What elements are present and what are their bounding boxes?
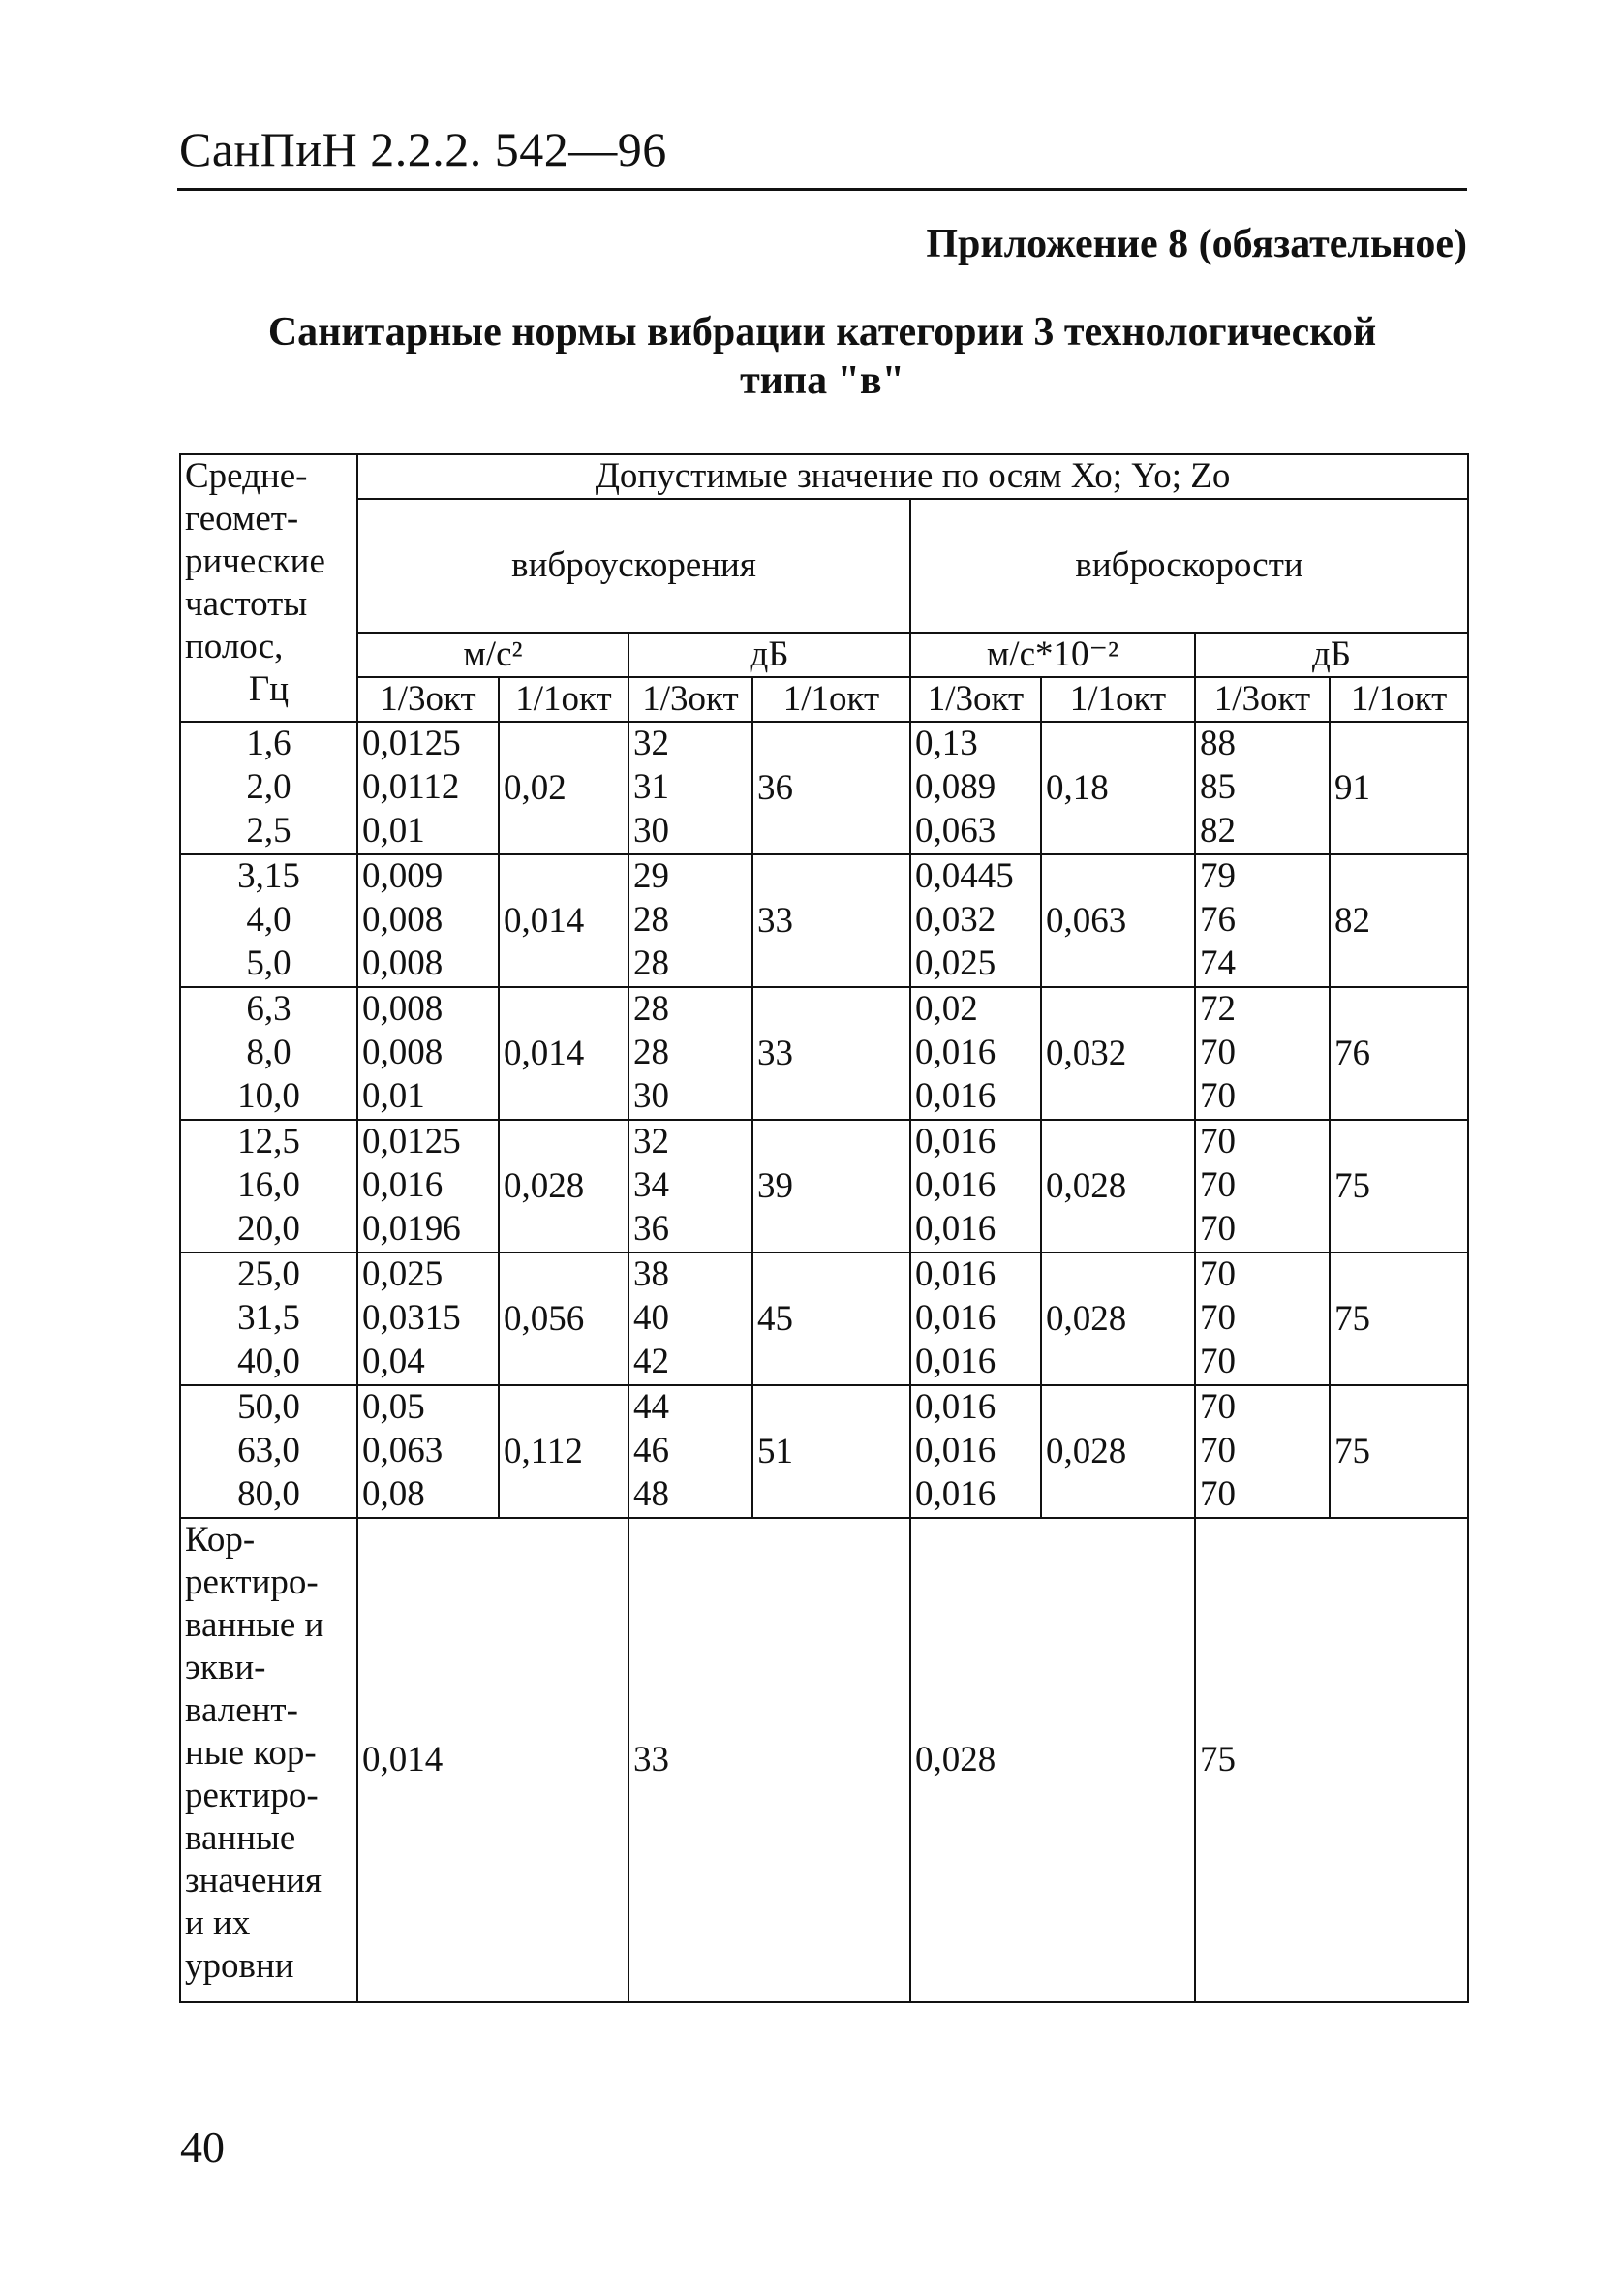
vel-db-oct-cell: 82 — [1330, 854, 1468, 987]
band-oct-header: 1/1окт — [752, 677, 910, 722]
value-line: 74 — [1200, 943, 1236, 983]
value-line: 3,15 — [237, 856, 300, 896]
acc-ms2-oct-cell: 0,014 — [499, 854, 628, 987]
table-row — [180, 1385, 1468, 1518]
value-line: 36 — [633, 1209, 669, 1249]
corrected-label-line: Кор- — [185, 1520, 256, 1560]
appendix-label: Приложение 8 (обязательное) — [926, 222, 1467, 266]
value-line: 0,016 — [915, 1033, 996, 1072]
vel-db-third-cell — [1195, 722, 1330, 854]
value-line: 31 — [633, 767, 669, 807]
unit-vel-db: дБ — [1195, 633, 1468, 677]
value-line: 28 — [633, 943, 669, 983]
acc-db-third-cell — [628, 722, 752, 854]
acc-ms2-oct-cell: 0,02 — [499, 722, 628, 854]
value-line: 0,089 — [915, 767, 996, 807]
vel-db-oct-cell: 75 — [1330, 1120, 1468, 1253]
stub-unit: Гц — [248, 669, 290, 709]
acc-ms2-oct-cell: 0,056 — [499, 1253, 628, 1385]
value-line: 0,02 — [915, 989, 978, 1029]
acc-ms2-third-cell — [357, 1120, 499, 1253]
value-line: 0,016 — [915, 1254, 996, 1294]
value-line: 88 — [1200, 724, 1236, 763]
vel-ms-third-cell — [910, 722, 1041, 854]
freq-cell — [180, 1253, 357, 1385]
band-third-header: 1/3окт — [910, 677, 1041, 722]
corrected-label-line: ванные и — [185, 1605, 324, 1645]
acc-ms2-third-cell — [357, 854, 499, 987]
value-line: 2,0 — [246, 767, 291, 807]
value-line: 70 — [1200, 1165, 1236, 1205]
value-line: 0,05 — [362, 1387, 425, 1427]
value-line: 0,016 — [362, 1165, 444, 1205]
title-line-2: типа "в" — [740, 358, 904, 403]
value-line: 70 — [1200, 1431, 1236, 1470]
vel-ms-oct-cell: 0,18 — [1041, 722, 1195, 854]
title-line-1: Санитарные нормы вибрации категории 3 технологической — [267, 310, 1377, 355]
acc-db-third-cell — [628, 987, 752, 1120]
acc-ms2-oct-cell: 0,112 — [499, 1385, 628, 1518]
vibration-norms-table — [179, 453, 1469, 2003]
value-line: 80,0 — [237, 1474, 300, 1514]
value-line: 70 — [1200, 1209, 1236, 1249]
vel-ms-third-cell — [910, 1253, 1041, 1385]
value-line: 40,0 — [237, 1342, 300, 1381]
value-line: 0,0315 — [362, 1298, 461, 1338]
value-line: 32 — [633, 1122, 669, 1161]
page-number: 40 — [180, 2122, 225, 2172]
value-line: 70 — [1200, 1254, 1236, 1294]
value-line: 28 — [633, 989, 669, 1029]
vel-ms-oct-cell: 0,028 — [1041, 1385, 1195, 1518]
acc-ms2-oct-cell: 0,014 — [499, 987, 628, 1120]
value-line: 30 — [633, 1076, 669, 1116]
value-line: 48 — [633, 1474, 669, 1514]
vel-db-third-cell — [1195, 1120, 1330, 1253]
value-line: 0,008 — [362, 943, 444, 983]
value-line: 46 — [633, 1431, 669, 1470]
acc-ms2-third-cell — [357, 722, 499, 854]
corrected-label-line: ректиро- — [185, 1776, 319, 1815]
value-line: 25,0 — [237, 1254, 300, 1294]
acc-db-third-cell — [628, 1253, 752, 1385]
value-line: 31,5 — [237, 1298, 300, 1338]
acc-db-third-cell — [628, 1120, 752, 1253]
value-line: 28 — [633, 900, 669, 940]
header-rule — [177, 188, 1467, 191]
stub-line: частоты — [185, 584, 308, 624]
unit-acc-ms2: м/с² — [357, 633, 628, 677]
value-line: 70 — [1200, 1033, 1236, 1072]
freq-cell — [180, 722, 357, 854]
value-line: 0,01 — [362, 1076, 425, 1116]
value-line: 0,016 — [915, 1342, 996, 1381]
acc-db-oct-cell: 36 — [752, 722, 910, 854]
stub-line: геомет- — [185, 499, 299, 539]
corrected-label-line: значения — [185, 1861, 322, 1901]
band-oct-header: 1/1окт — [1330, 677, 1468, 722]
axes-header: Допустимые значение по осям Хо; Yo; Zo — [357, 454, 1468, 499]
corrected-label-line: уровни — [185, 1946, 294, 1986]
value-line: 38 — [633, 1254, 669, 1294]
value-line: 82 — [1200, 811, 1236, 851]
value-line: 0,025 — [362, 1254, 444, 1294]
value-line: 63,0 — [237, 1431, 300, 1470]
band-oct-header: 1/1окт — [499, 677, 628, 722]
vel-ms-oct-cell: 0,028 — [1041, 1253, 1195, 1385]
value-line: 0,009 — [362, 856, 444, 896]
vel-db-oct-cell: 91 — [1330, 722, 1468, 854]
corrected-acc-db: 33 — [628, 1518, 910, 2002]
value-line: 0,0125 — [362, 724, 461, 763]
corrected-acc-ms2: 0,014 — [357, 1518, 628, 2002]
vel-ms-third-cell — [910, 987, 1041, 1120]
vel-db-oct-cell: 75 — [1330, 1385, 1468, 1518]
corrected-label-line: и их — [185, 1903, 251, 1943]
value-line: 0,016 — [915, 1076, 996, 1116]
corrected-values-label — [180, 1518, 357, 2002]
stub-line: рические — [185, 541, 325, 581]
value-line: 0,04 — [362, 1342, 425, 1381]
value-line: 0,0445 — [915, 856, 1014, 896]
acc-db-oct-cell: 45 — [752, 1253, 910, 1385]
freq-cell — [180, 987, 357, 1120]
value-line: 29 — [633, 856, 669, 896]
value-line: 0,016 — [915, 1298, 996, 1338]
vel-ms-third-cell — [910, 1385, 1041, 1518]
value-line: 70 — [1200, 1076, 1236, 1116]
value-line: 2,5 — [246, 811, 291, 851]
value-line: 79 — [1200, 856, 1236, 896]
value-line: 0,063 — [915, 811, 996, 851]
acc-db-oct-cell: 51 — [752, 1385, 910, 1518]
freq-cell — [180, 1385, 357, 1518]
value-line: 10,0 — [237, 1076, 300, 1116]
acc-ms2-third-cell — [357, 1385, 499, 1518]
value-line: 4,0 — [246, 900, 291, 940]
band-oct-header: 1/1окт — [1041, 677, 1195, 722]
value-line: 6,3 — [246, 989, 291, 1029]
vel-db-oct-cell: 76 — [1330, 987, 1468, 1120]
value-line: 30 — [633, 811, 669, 851]
corrected-label-line: ванные — [185, 1818, 296, 1858]
value-line: 0,032 — [915, 900, 996, 940]
band-third-header: 1/3окт — [357, 677, 499, 722]
value-line: 85 — [1200, 767, 1236, 807]
stub-header — [180, 454, 357, 722]
unit-acc-db: дБ — [628, 633, 910, 677]
value-line: 20,0 — [237, 1209, 300, 1249]
value-line: 0,025 — [915, 943, 996, 983]
value-line: 50,0 — [237, 1387, 300, 1427]
value-line: 72 — [1200, 989, 1236, 1029]
vel-ms-third-cell — [910, 1120, 1041, 1253]
freq-cell — [180, 1120, 357, 1253]
corrected-label-line: ректиро- — [185, 1562, 319, 1602]
stub-line: полос, — [185, 627, 284, 666]
corrected-vel-ms: 0,028 — [910, 1518, 1195, 2002]
acc-db-third-cell — [628, 854, 752, 987]
unit-vel-ms: м/с*10⁻² — [910, 633, 1195, 677]
corrected-vel-db: 75 — [1195, 1518, 1468, 2002]
vel-db-third-cell — [1195, 854, 1330, 987]
acc-db-third-cell — [628, 1385, 752, 1518]
value-line: 0,063 — [362, 1431, 444, 1470]
value-line: 0,008 — [362, 1033, 444, 1072]
value-line: 0,01 — [362, 811, 425, 851]
vel-db-third-cell — [1195, 1253, 1330, 1385]
vel-ms-oct-cell: 0,063 — [1041, 854, 1195, 987]
velocity-header: виброскорости — [910, 499, 1468, 633]
freq-cell — [180, 854, 357, 987]
value-line: 34 — [633, 1165, 669, 1205]
value-line: 70 — [1200, 1298, 1236, 1338]
value-line: 0,0196 — [362, 1209, 461, 1249]
stub-line: Средне- — [185, 456, 308, 496]
value-line: 0,016 — [915, 1209, 996, 1249]
value-line: 0,016 — [915, 1165, 996, 1205]
vel-ms-third-cell — [910, 854, 1041, 987]
corrected-values-row — [180, 1518, 1468, 2002]
document-title — [177, 308, 1467, 405]
table-row — [180, 987, 1468, 1120]
acceleration-header: виброускорения — [357, 499, 910, 633]
acc-db-oct-cell: 39 — [752, 1120, 910, 1253]
band-third-header: 1/3окт — [1195, 677, 1330, 722]
vel-db-oct-cell: 75 — [1330, 1253, 1468, 1385]
value-line: 0,008 — [362, 989, 444, 1029]
value-line: 0,08 — [362, 1474, 425, 1514]
corrected-label-line: экви- — [185, 1648, 266, 1687]
value-line: 42 — [633, 1342, 669, 1381]
value-line: 8,0 — [246, 1033, 291, 1072]
acc-ms2-oct-cell: 0,028 — [499, 1120, 628, 1253]
value-line: 0,0125 — [362, 1122, 461, 1161]
value-line: 0,13 — [915, 724, 978, 763]
value-line: 16,0 — [237, 1165, 300, 1205]
value-line: 70 — [1200, 1474, 1236, 1514]
value-line: 32 — [633, 724, 669, 763]
table-row — [180, 722, 1468, 854]
band-third-header: 1/3окт — [628, 677, 752, 722]
table-row — [180, 1253, 1468, 1385]
value-line: 0,016 — [915, 1431, 996, 1470]
value-line: 70 — [1200, 1342, 1236, 1381]
document-code: СанПиН 2.2.2. 542—96 — [179, 122, 667, 176]
corrected-label-line: ные кор- — [185, 1733, 317, 1773]
table-row — [180, 1120, 1468, 1253]
value-line: 0,0112 — [362, 767, 460, 807]
acc-db-oct-cell: 33 — [752, 987, 910, 1120]
value-line: 40 — [633, 1298, 669, 1338]
vel-ms-oct-cell: 0,032 — [1041, 987, 1195, 1120]
vel-ms-oct-cell: 0,028 — [1041, 1120, 1195, 1253]
value-line: 70 — [1200, 1122, 1236, 1161]
value-line: 0,016 — [915, 1122, 996, 1161]
acc-db-oct-cell: 33 — [752, 854, 910, 987]
value-line: 28 — [633, 1033, 669, 1072]
corrected-label-line: валент- — [185, 1690, 298, 1730]
value-line: 0,016 — [915, 1474, 996, 1514]
value-line: 76 — [1200, 900, 1236, 940]
value-line: 70 — [1200, 1387, 1236, 1427]
value-line: 0,016 — [915, 1387, 996, 1427]
acc-ms2-third-cell — [357, 1253, 499, 1385]
table-row — [180, 854, 1468, 987]
value-line: 12,5 — [237, 1122, 300, 1161]
vel-db-third-cell — [1195, 1385, 1330, 1518]
acc-ms2-third-cell — [357, 987, 499, 1120]
value-line: 0,008 — [362, 900, 444, 940]
vel-db-third-cell — [1195, 987, 1330, 1120]
value-line: 5,0 — [246, 943, 291, 983]
value-line: 1,6 — [246, 724, 291, 763]
value-line: 44 — [633, 1387, 669, 1427]
